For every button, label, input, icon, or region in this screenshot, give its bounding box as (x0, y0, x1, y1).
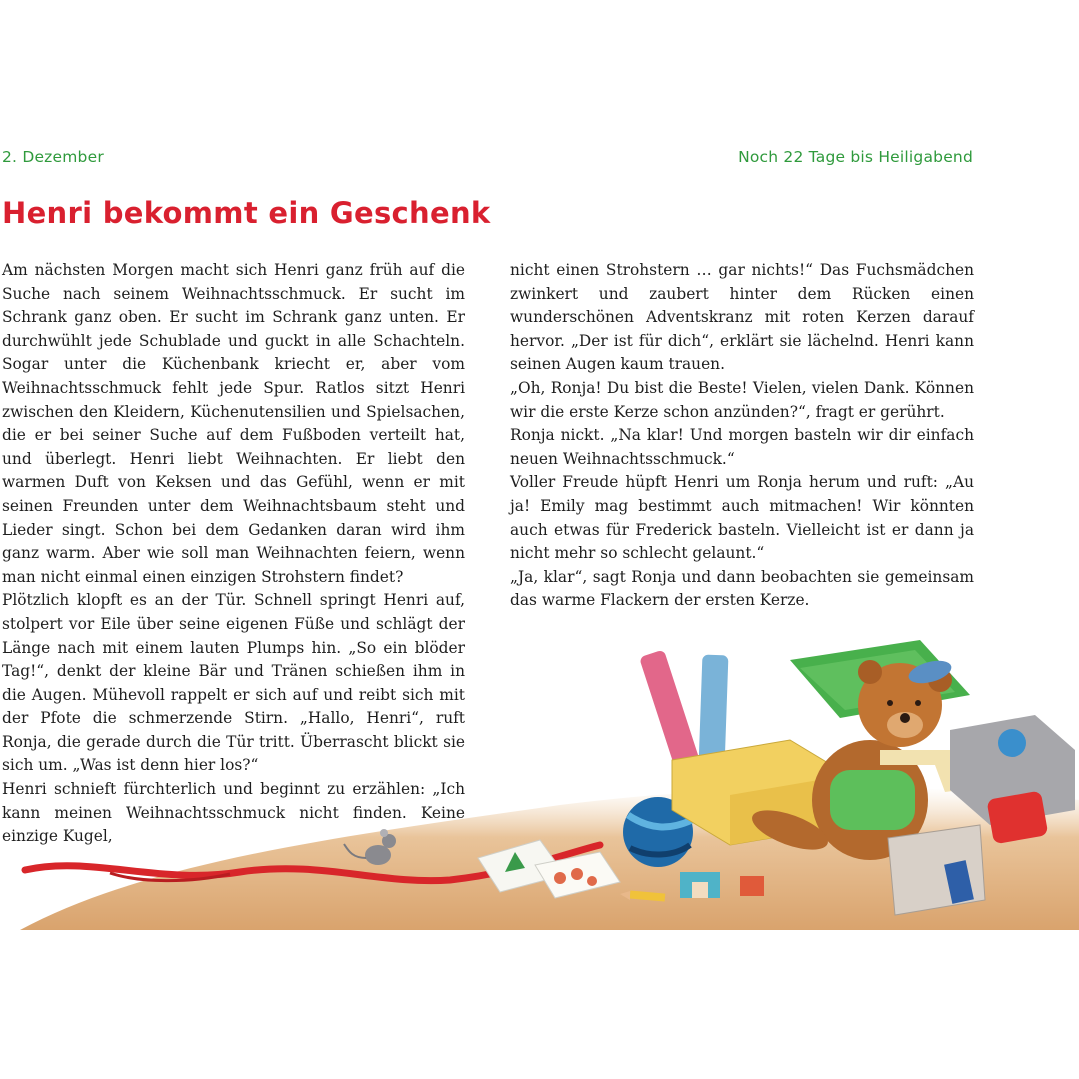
cardboard-box (888, 825, 985, 915)
paragraph: Henri schnieft fürchterlich und beginnt zu erzählen: „Ich kann meinen Weihnachtsschmuck nicht finden. Keine einzige Kugel, (2, 780, 465, 846)
countdown-label: Noch 22 Tage bis Heiligabend (738, 148, 973, 166)
paragraph: „Ja, klar“, sagt Ronja und dann beobachten sie gemeinsam das warme Flackern der ersten Kerze. (510, 567, 974, 610)
toy-block (740, 876, 764, 896)
bear-illustration (0, 600, 1079, 940)
story-column-right (510, 259, 974, 613)
paragraph: nicht einen Strohstern … gar nichts!“ Das Fuchsmädchen zwinkert und zaubert hinter dem Rücken einen wunderschönen Adventskranz mit roten Kerzen darauf hervor. „Der ist für dich“, erklärt sie lächelnd. Henri kann seinen Augen kaum trauen. (510, 261, 974, 374)
paragraph: „Oh, Ronja! Du bist die Beste! Vielen, vielen Dank. Können wir die erste Kerze schon anzünden?“, fragt er gerührt. (510, 378, 974, 421)
story-title: Henri bekommt ein Geschenk (2, 196, 491, 230)
paragraph: Plötzlich klopft es an der Tür. Schnell springt Henri auf, stolpert vor Eile über seine eigenen Füße und schlägt der Länge nach mit einem lauten Plumps hin. „So ein blöder Tag!“, denkt der kleine Bär und Tränen schießen ihm in die Augen. Mühevoll rappelt er sich auf und reibt sich mit der Pfote die schmerzende Stirn. „Hallo, Henri“, ruft Ronja, die gerade durch die Tür tritt. Überrascht blickt sie sich um. „Was ist denn hier los?“ (2, 591, 465, 775)
paragraph: Am nächsten Morgen macht sich Henri ganz früh auf die Suche nach seinem Weihnachtsschmuck. Er sucht im Schrank ganz oben. Er sucht im Schrank ganz unten. Er durchwühlt jede Schublade und guckt in alle Schachteln. Sogar unter die Küchenbank kriecht er, aber vom Weihnachtsschmuck fehlt jede Spur. Ratlos sitzt Henri zwischen den Kleidern, Küchenutensilien und Spielsachen, die er bei seiner Suche auf dem Fußboden verteilt hat, und überlegt. Henri liebt Weihnachten. Er liebt den warmen Duft von Keksen und das Gefühl, wenn er mit seinen Freunden unter dem Weihnachtsbaum steht und Lieder singt. Schon bei dem Gedanken daran wird ihm ganz warm. Aber wie soll man Weihnachten feiern, wenn man nicht einmal einen einzigen Strohstern findet? (2, 261, 465, 586)
paragraph: Ronja nickt. „Na klar! Und morgen basteln wir dir einfach neuen Weihnachtsschmuck.“ (510, 426, 974, 468)
paragraph: Voller Freude hüpft Henri um Ronja herum und ruft: „Au ja! Emily mag bestimmt auch mitmachen! Wir könnten auch etwas für Frederick basteln. Vielleicht ist er dann ja nicht mehr so schlecht gelaunt.“ (510, 473, 974, 563)
page-date: 2. Dezember (2, 148, 104, 166)
